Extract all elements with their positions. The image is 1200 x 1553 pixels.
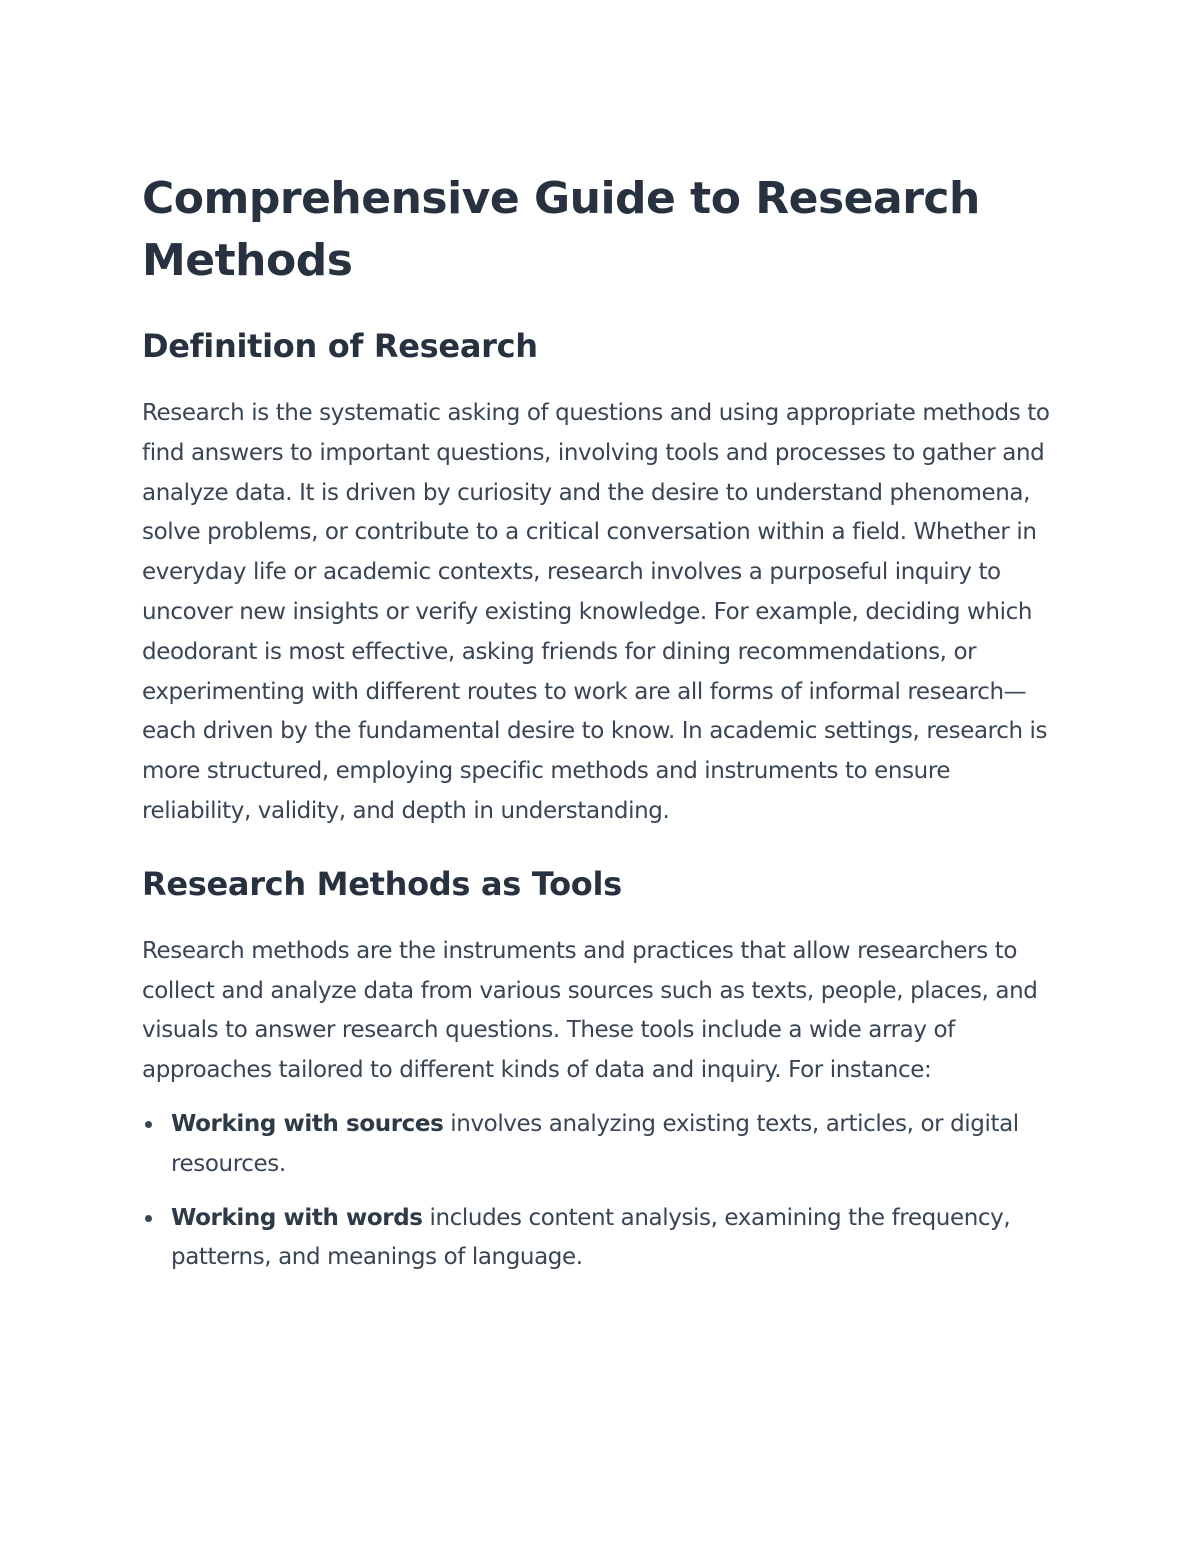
list-item-text: involves analyzing existing texts, articles, or digital resources. <box>171 1110 1019 1177</box>
list-item-bold: Working with words <box>171 1204 423 1231</box>
list-item <box>142 1199 1062 1279</box>
section-heading-methods-tools: Research Methods as Tools <box>142 864 622 903</box>
list-item-text: includes content analysis, examining the frequency, patterns, and meanings of language. <box>171 1204 1011 1271</box>
bullet-icon <box>145 1121 152 1128</box>
document-page <box>142 168 1062 1292</box>
section-paragraph-methods-tools: Research methods are the instruments and practices that allow researchers to collect and analyze data from various sources such as texts, people, places, and visuals to answer research questions. These tools include a wide array of approaches tailored to different kinds of data and inquiry. For instance: <box>142 937 1038 1084</box>
list-item <box>142 1105 1062 1185</box>
section-paragraph-definition: Research is the systematic asking of questions and using appropriate methods to find answers to important questions, involving tools and processes to gather and analyze data. It is driven by curiosity and the desire to understand phenomena, solve problems, or contribute to a critical conversation within a field. Whether in everyday life or academic contexts, research involves a purposeful inquiry to uncover new insights or verify existing knowledge. For example, deciding which deodorant is most effective, asking friends for dining recommendations, or experimenting with different routes to work are all forms of informal research—each driven by the fundamental desire to know. In academic settings, research is more structured, employing specific methods and instruments to ensure reliability, validity, and depth in understanding. <box>142 400 1050 824</box>
methods-list <box>142 1105 1062 1278</box>
section-heading-definition: Definition of Research <box>142 327 538 365</box>
list-item-bold: Working with sources <box>171 1110 444 1137</box>
document-title: Comprehensive Guide to Research Methods <box>142 173 980 286</box>
bullet-icon <box>145 1215 152 1222</box>
